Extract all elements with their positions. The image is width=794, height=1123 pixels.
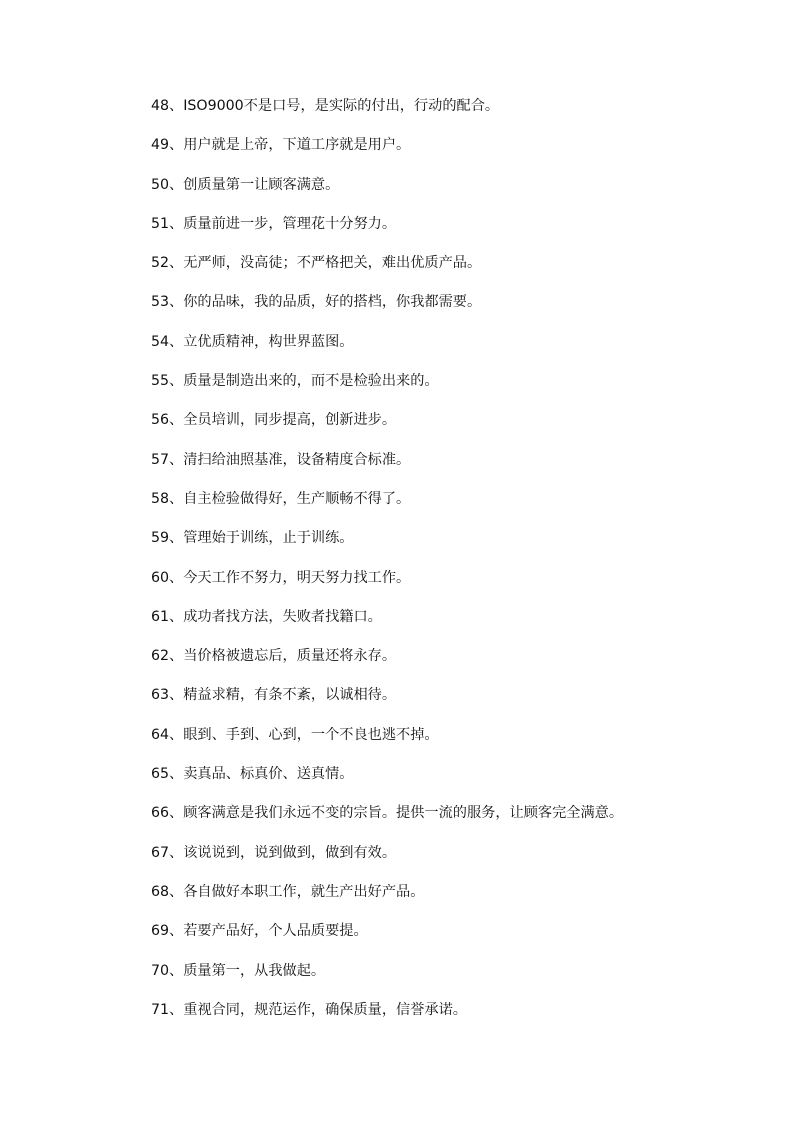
list-item: 64、眼到、手到、心到，一个不良也逃不掉。 — [151, 726, 439, 743]
list-item: 66、顾客满意是我们永远不变的宗旨。提供一流的服务，让顾客完全满意。 — [151, 805, 624, 822]
list-item: 68、各自做好本职工作，就生产出好产品。 — [151, 883, 425, 900]
list-item: 65、卖真品、标真价、送真情。 — [151, 766, 354, 783]
list-item: 54、立优质精神，构世界蓝图。 — [151, 333, 354, 350]
list-item: 50、创质量第一让顾客满意。 — [151, 176, 340, 193]
list-item: 62、当价格被遗忘后，质量还将永存。 — [151, 648, 397, 665]
list-item: 59、管理始于训练，止于训练。 — [151, 530, 354, 547]
slogan-list — [151, 96, 751, 1039]
list-item: 51、质量前进一步，管理花十分努力。 — [151, 215, 397, 232]
list-item: 56、全员培训，同步提高，创新进步。 — [151, 412, 397, 429]
list-item: 70、质量第一，从我做起。 — [151, 962, 326, 979]
list-item: 61、成功者找方法，失败者找籍口。 — [151, 608, 382, 625]
list-item: 53、你的品味，我的品质，好的搭档，你我都需要。 — [151, 294, 482, 311]
list-item: 58、自主检验做得好，生产顺畅不得了。 — [151, 490, 411, 507]
list-item: 67、该说说到，说到做到，做到有效。 — [151, 844, 397, 861]
list-item: 63、精益求精，有条不紊，以诚相待。 — [151, 687, 397, 704]
list-item: 55、质量是制造出来的，而不是检验出来的。 — [151, 373, 439, 390]
list-item: 49、用户就是上帝，下道工序就是用户。 — [151, 137, 411, 154]
list-item: 48、ISO9000不是口号，是实际的付出，行动的配合。 — [151, 98, 500, 114]
list-item: 69、若要产品好，个人品质要提。 — [151, 923, 368, 940]
list-item: 52、无严师，没高徒；不严格把关，难出优质产品。 — [151, 255, 482, 272]
list-item: 57、清扫给油照基准，设备精度合标准。 — [151, 451, 411, 468]
list-item: 60、今天工作不努力，明天努力找工作。 — [151, 569, 411, 586]
list-item: 71、重视合同，规范运作，确保质量，信誉承诺。 — [151, 1001, 467, 1018]
